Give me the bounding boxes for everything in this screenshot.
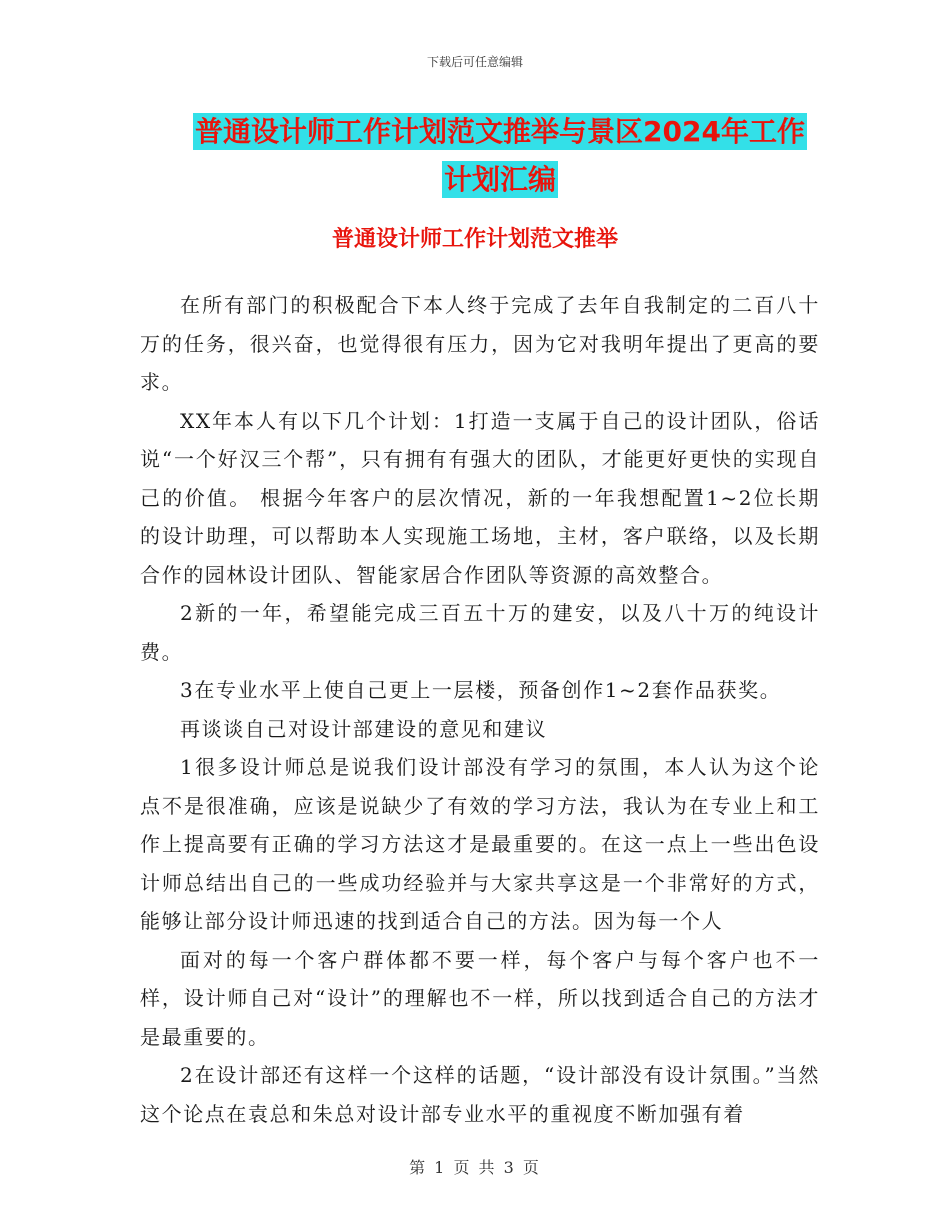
page-header-note: 下载后可任意编辑: [426, 55, 523, 69]
document-title-text: 普通设计师工作计划范文推举与景区2024年工作计划汇编: [195, 115, 805, 196]
section-title: 普通设计师工作计划范文推举: [331, 227, 618, 252]
body-paragraph: XX年本人有以下几个计划：1打造一支属于自己的设计团队，俗话说“一个好汉三个帮”，只有拥有有强大的团队，才能更好更快的实现自己的价值。 根据今年客户的层次情况，新的一年我想配置1~2位长期的设计助理，可以帮助本人实现施工场地，主材，客户联络，以及长期合作的园林设计团队、智能家居合作团队等资源的高效整合。: [140, 408, 820, 587]
body-paragraph: 1很多设计师总是说我们设计部没有学习的氛围，本人认为这个论点不是很准确，应该是说缺少了有效的学习方法，我认为在专业上和工作上提高要有正确的学习方法这才是最重要的。在这一点上一些出色设计师总结出自己的一些成功经验并与大家共享这是一个非常好的方式，能够让部分设计师迅速的找到适合自己的方法。因为每一个人: [140, 755, 820, 933]
body-paragraph: 3在专业水平上使自己更上一层楼，预备创作1~2套作品获奖。: [180, 678, 782, 702]
body-paragraph: 在所有部门的积极配合下本人终于完成了去年自我制定的二百八十万的任务，很兴奋，也觉得很有压力，因为它对我明年提出了更高的要求。: [140, 293, 820, 394]
body-paragraph: 面对的每一个客户群体都不要一样，每个客户与每个客户也不一样，设计师自己对“设计”的理解也不一样，所以找到适合自己的方法才是最重要的。: [140, 947, 820, 1049]
document-title: [185, 108, 815, 204]
body-paragraph: 2新的一年，希望能完成三百五十万的建安，以及八十万的纯设计费。: [140, 601, 820, 664]
document-body: [140, 286, 820, 1133]
body-paragraph: 2在设计部还有这样一个这样的话题，“设计部没有设计氛围。”当然这个论点在袁总和朱总对设计部专业水平的重视度不断加强有着: [140, 1063, 820, 1126]
body-paragraph: 再谈谈自己对设计部建设的意见和建议: [180, 716, 548, 741]
page-number-footer: 第 1 页 共 3 页: [409, 1158, 541, 1177]
